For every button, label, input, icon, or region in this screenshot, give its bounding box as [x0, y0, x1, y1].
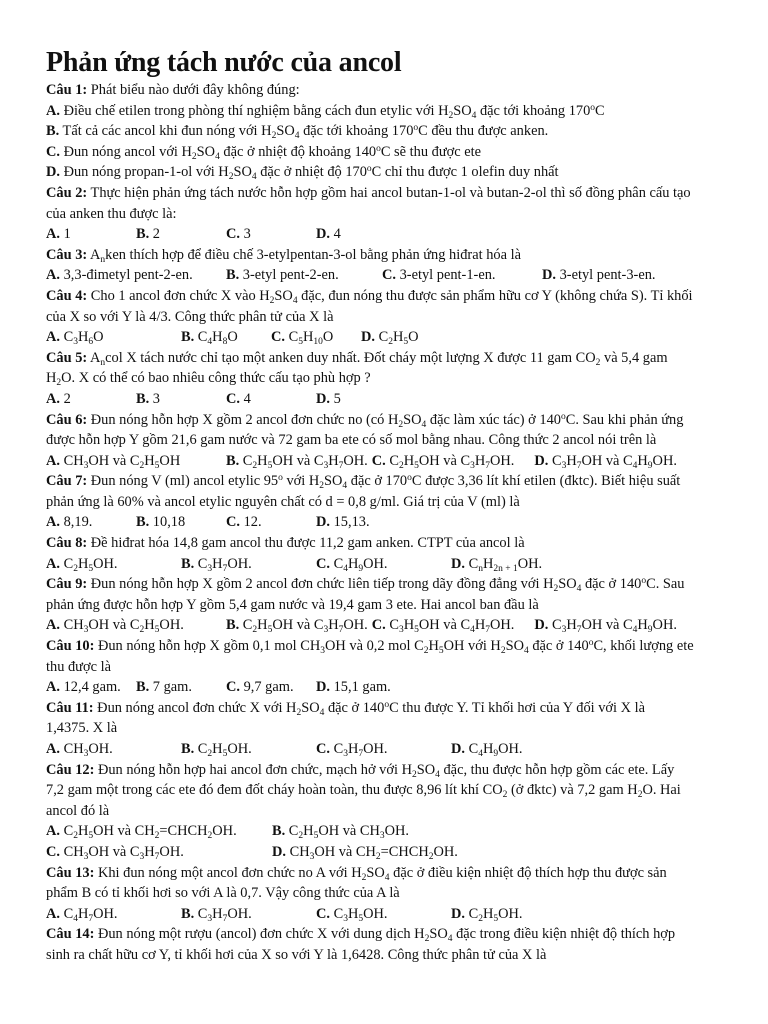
option-label: B.: [136, 514, 150, 531]
option-row: [46, 265, 723, 286]
option-label: C.: [316, 905, 330, 922]
question-3: [46, 245, 723, 266]
option-b: B. $C_2H_5OH$.: [181, 741, 252, 759]
option-label: A.: [46, 823, 60, 840]
question-text-continued: 1,4375. X là: [46, 720, 118, 737]
option-d: D. $CH_3OH$ và $CH_2=CHCH_2OH$.: [272, 843, 458, 862]
option-label: C.: [371, 617, 386, 634]
option-row: [46, 739, 723, 760]
option-a: A. 1: [46, 226, 71, 243]
option-label: B.: [136, 679, 150, 696]
option-row: [46, 389, 723, 410]
question-text: Đun nóng ancol đơn chức X với $H_2SO_4$ đặc ở 140$^o$C thu được Y. Tỉ khối hơi của Y đối với X là: [93, 699, 646, 718]
question-text: $A_ncol$ X tách nước chỉ tạo một anken duy nhất. Đốt cháy một lượng X được 11 gam $CO_2$ và 5,4 gam: [87, 349, 668, 368]
question-label: Câu 9:: [46, 576, 88, 593]
option-label: A.: [46, 452, 60, 469]
option-label: A.: [46, 905, 60, 922]
option-b: B. 3-etyl pent-2-en.: [226, 267, 339, 284]
option-c: C. 3-etyl pent-1-en.: [382, 267, 496, 284]
question-label: Câu 7:: [46, 473, 88, 490]
option-a: A. $C_2H_5OH$.: [46, 555, 118, 574]
option-label: B.: [181, 905, 195, 922]
option-label: B.: [46, 123, 60, 140]
option-d: D. Đun nóng propan-1-ol với $H_2SO_4$ đặc ở nhiệt độ 170$^o$C chỉ thu được 1 olefin duy nhất: [46, 164, 559, 183]
option-label: D.: [272, 843, 286, 860]
option-label: C.: [226, 226, 240, 243]
question-label: Câu 8:: [46, 535, 88, 552]
option-label: A.: [46, 555, 60, 572]
option-c: C. $C_3H_5OH$ và $C_4H_7OH$.: [371, 617, 515, 636]
question-text: Đun nóng hỗn hợp X gồm 2 ancol đơn chức no (có $H_2SO_4$ đặc làm xúc tác) ở 140$^o$C. Sau khi phản ứng: [87, 411, 684, 430]
question-label: Câu 14:: [46, 926, 95, 943]
option-label: A.: [46, 514, 60, 531]
option-b: B. 2: [136, 226, 160, 243]
option-c: C. $C_5H_{10}O$: [271, 329, 334, 348]
option-label: A.: [46, 390, 60, 407]
option-b: B. $C_4H_8O$: [181, 329, 238, 348]
option-d: D. $C_2H_5O$: [361, 329, 419, 348]
question-1: [46, 80, 723, 101]
option-c: C. $CH_3OH$ và $C_3H_7OH$.: [46, 843, 184, 862]
question-text-continued: thu được là: [46, 658, 111, 675]
option-a: A. Điều chế etilen trong phòng thí nghiệm bằng cách đun etylic với $H_2SO_4$ đặc tới khoảng 170$^o$C: [46, 102, 605, 121]
option-d: D. 4: [316, 226, 341, 243]
question-label: Câu 12:: [46, 761, 95, 778]
option-label: C.: [382, 267, 396, 284]
question-10: [46, 636, 723, 657]
option-label: C.: [371, 452, 386, 469]
option-a: A. $C_4H_7OH$.: [46, 905, 118, 924]
question-2: [46, 183, 723, 204]
option-label: D.: [451, 741, 465, 757]
option-row: [46, 615, 723, 636]
question-12: [46, 760, 723, 781]
option-label: C.: [316, 555, 330, 572]
option-label: B.: [181, 555, 195, 572]
question-text-continued: phản ứng được hỗn hợp Y gồm 5,4 gam nước và 19,4 gam 3 ete. Hai ancol ban đầu là: [46, 596, 539, 613]
option-a: A. 2: [46, 390, 71, 407]
option-row: [46, 224, 723, 245]
option-label: D.: [451, 555, 465, 572]
option-c: C. $C_3H_7OH$.: [316, 741, 388, 759]
option-row: [46, 327, 723, 348]
question-label: Câu 3:: [46, 246, 88, 263]
option-label: A.: [46, 617, 60, 634]
question-11: [46, 698, 723, 719]
question-label: Câu 13:: [46, 864, 95, 881]
option-label: D.: [451, 905, 465, 922]
question-text-continued: được hỗn hợp Y gồm 21,6 gam nước và 72 gam ba ete có số mol bằng nhau. Công thức 2 ancol nói trên là: [46, 432, 657, 449]
option-d: D. $C_3H_7OH$ và $C_4H_9OH$.: [534, 452, 677, 471]
question-6: [46, 410, 723, 431]
option-label: D.: [316, 514, 330, 531]
question-text-continued: ancol đó là: [46, 802, 110, 819]
option-label: B.: [226, 452, 240, 469]
option-d: D. 3-etyl pent-3-en.: [542, 267, 656, 284]
option-label: D.: [316, 679, 330, 696]
option-label: B.: [181, 329, 195, 346]
option-d: D. $C_4H_9OH$.: [451, 741, 523, 759]
option-label: D.: [542, 267, 556, 284]
option-label: B.: [136, 226, 150, 243]
question-text: Cho 1 ancol đơn chức X vào $H_2SO_4$ đặc, đun nóng thu được sản phẩm hữu cơ Y (không chứa S). Tỉ khối: [87, 287, 693, 306]
option-a: A. $CH_3OH$ và $C_2H_5OH$: [46, 452, 181, 471]
option-label: A.: [46, 267, 60, 284]
question-text: Đun nóng hỗn hợp X gồm 0,1 mol $CH_3OH$ và 0,2 mol $C_2H_5OH$ với $H_2SO_4$ đặc ở 140$^o$C, khối lượng ete: [94, 638, 694, 657]
question-text-continued: phản ứng là 60% và ancol etylic nguyên chất có d = 0,8 g/ml. Giá trị của V (ml) là: [46, 493, 520, 510]
question-label: Câu 6:: [46, 411, 88, 428]
option-a: A. 8,19.: [46, 514, 93, 531]
option-b: B. $C_3H_7OH$.: [181, 905, 252, 924]
question-9: [46, 574, 723, 595]
question-text: Đun nóng V (ml) ancol etylic 95$^o$ với $H_2SO_4$ đặc ở 170$^o$C được 3,36 lít khí etilen (đktc). Biết hiệu suất: [87, 473, 681, 492]
option-b: B. Tất cả các ancol khi đun nóng với $H_2SO_4$ đặc tới khoảng 170$^o$C đều thu được anken.: [46, 123, 549, 142]
option-label: A.: [46, 102, 60, 119]
option-c: C. 12.: [226, 514, 262, 531]
option-b: B. $C_2H_5OH$ và $CH_3OH$.: [272, 823, 410, 842]
question-14: [46, 924, 723, 945]
option-label: C.: [316, 741, 330, 757]
question-text-continued: phẩm B có tỉ khối hơi so với A là 0,7. Vậy công thức của A là: [46, 885, 400, 902]
question-label: Câu 2:: [46, 184, 88, 201]
option-b: B. $C_3H_7OH$.: [181, 555, 252, 574]
option-label: C.: [46, 843, 60, 860]
option-row: [46, 512, 723, 533]
question-label: Câu 1:: [46, 82, 88, 98]
option-b: B. $C_2H_5OH$ và $C_3H_7OH$.: [226, 617, 368, 636]
option-label: C.: [271, 329, 285, 346]
option-label: D.: [316, 226, 330, 243]
option-label: B.: [226, 267, 240, 284]
option-b: B. 3: [136, 390, 160, 407]
option-label: C.: [226, 514, 240, 531]
question-text: Khi đun nóng một ancol đơn chức no A với $H_2SO_4$ đặc ở điều kiện nhiệt độ thích hợp thu được sản: [94, 864, 667, 883]
option-c: C. $C_3H_5OH$.: [316, 905, 388, 924]
option-label: D.: [46, 164, 60, 181]
question-text: Phát biểu nào dưới đây không đúng:: [87, 82, 300, 98]
option-label: D.: [316, 390, 330, 407]
question-text-continued: $H_2O$. X có thể có bao nhiêu công thức cấu tạo phù hợp ?: [46, 370, 371, 389]
option-row: [46, 821, 723, 842]
option-d: D. $C_nH_{2n + 1}OH$.: [451, 555, 543, 574]
option-label: B.: [226, 617, 240, 634]
option-label: B.: [181, 741, 195, 757]
option-a: A. 3,3-đimetyl pent-2-en.: [46, 267, 193, 284]
option-label: A.: [46, 329, 60, 346]
option-c: C. $C_4H_9OH$.: [316, 555, 388, 574]
question-list: [46, 80, 723, 966]
question-label: Câu 10:: [46, 638, 95, 655]
question-text: Đề hiđrat hóa 14,8 gam ancol thu được 11,2 gam anken. CTPT của ancol là: [87, 535, 525, 552]
question-text: Đun nóng hỗn hợp hai ancol đơn chức, mạch hở với $H_2SO_4$ đặc, thu được hỗn hợp gồm các ete. Lấy: [94, 761, 675, 780]
option-b: B. $C_2H_5OH$ và $C_3H_7OH$.: [226, 452, 368, 471]
option-label: B.: [136, 390, 150, 407]
option-label: B.: [272, 823, 286, 840]
page-title: Phản ứng tách nước của ancol: [46, 47, 402, 78]
option-row: [46, 677, 723, 698]
option-c: C. 3: [226, 226, 251, 243]
question-text: Thực hiện phản ứng tách nước hỗn hợp gồm hai ancol butan-1-ol và butan-2-ol thì số đồng phân cấu tạo: [87, 184, 691, 201]
option-c: C. 9,7 gam.: [226, 679, 294, 696]
option-d: D. $C_3H_7OH$ và $C_4H_9OH$.: [534, 617, 677, 636]
question-4: [46, 286, 723, 307]
question-label: Câu 11:: [46, 699, 94, 716]
question-label: Câu 4:: [46, 287, 88, 304]
option-d: D. $C_2H_5OH$.: [451, 905, 523, 924]
question-text-continued: 7,2 gam một trong các ete đó đem đốt cháy hoàn toàn, thu được 8,96 lít khí $CO_2$ (ở đktc) và 7,2 gam $H_2O$. Hai: [46, 782, 681, 801]
question-text-continued: của anken thu được là:: [46, 205, 177, 222]
option-c: C. 4: [226, 390, 251, 407]
question-5: [46, 348, 723, 369]
option-label: C.: [226, 390, 240, 407]
option-label: A.: [46, 679, 60, 696]
option-label: D.: [361, 329, 375, 346]
option-d: D. 15,13.: [316, 514, 370, 531]
question-text-continued: sinh ra chất hữu cơ Y, tỉ khối hơi của X so với Y là 1,6428. Công thức phân tử của X là: [46, 946, 547, 963]
option-label: C.: [226, 679, 240, 696]
option-b: B. 10,18: [136, 514, 186, 531]
option-a: A. $CH_3OH$ và $C_2H_5OH$.: [46, 617, 184, 636]
option-a: A. $C_2H_5OH$ và $CH_2=CHCH_2OH$.: [46, 823, 237, 842]
option-row: [46, 451, 723, 472]
question-text: Đun nóng hỗn hợp X gồm 2 ancol đơn chức liên tiếp trong dãy đồng đẳng với $H_2SO_4$ đặc ở 140$^o$C. Sau: [87, 576, 685, 595]
option-row: [46, 842, 723, 863]
option-a: A. $C_3H_6O$: [46, 329, 104, 348]
option-a: A. $CH_3OH$.: [46, 741, 113, 759]
option-b: B. 7 gam.: [136, 679, 192, 696]
option-label: D.: [534, 617, 549, 634]
option-label: A.: [46, 226, 60, 243]
question-text: Đun nóng một rượu (ancol) đơn chức X với dung dịch $H_2SO_4$ đặc trong điều kiện nhiệt độ thích hợp: [94, 926, 676, 945]
option-label: D.: [534, 452, 549, 469]
option-label: C.: [46, 143, 60, 160]
option-row: [46, 554, 723, 575]
option-label: A.: [46, 741, 60, 757]
option-a: A. 12,4 gam.: [46, 679, 121, 696]
option-row: [46, 904, 723, 925]
question-text-continued: của X so với Y là 4/3. Công thức phân tử của X là: [46, 308, 334, 325]
question-7: [46, 471, 723, 492]
option-c: C. Đun nóng ancol với $H_2SO_4$ đặc ở nhiệt độ khoảng 140$^o$C sẽ thu được ete: [46, 143, 481, 162]
question-label: Câu 5:: [46, 349, 88, 366]
question-13: [46, 863, 723, 884]
option-d: D. 5: [316, 390, 341, 407]
option-d: D. 15,1 gam.: [316, 679, 391, 696]
option-c: C. $C_2H_5OH$ và $C_3H_7OH$.: [371, 452, 515, 471]
question-text: $A_nken$ thích hợp để điều chế 3-etylpentan-3-ol bằng phản ứng hiđrat hóa là: [87, 246, 521, 265]
question-8: [46, 533, 723, 554]
